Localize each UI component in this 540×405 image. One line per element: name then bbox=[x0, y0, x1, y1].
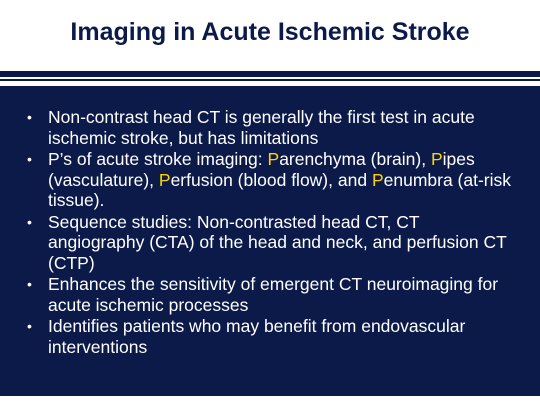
bullet-text-segment: erfusion (blood flow), and bbox=[170, 169, 372, 190]
highlight-letter: P bbox=[158, 169, 171, 190]
bullet-text: Enhances the sensitivity of emergent CT neuroimaging for acute ischemic processes bbox=[48, 274, 499, 315]
bullet-icon: • bbox=[27, 276, 32, 292]
bullet-text-segment: ipes (vasculature), bbox=[48, 149, 475, 190]
bullet-item bbox=[0, 316, 540, 357]
bullet-icon: • bbox=[27, 318, 32, 334]
bullet-item bbox=[0, 149, 540, 211]
title-divider-thin bbox=[0, 79, 540, 81]
bullet-text bbox=[48, 149, 511, 210]
bullet-text-segment: arenchyma (brain), bbox=[279, 149, 431, 169]
bullet-list bbox=[0, 107, 540, 358]
bullet-item bbox=[0, 274, 540, 315]
bullet-text-segment: enumbra (at-risk tissue). bbox=[48, 169, 512, 210]
bullet-text-segment: P’s of acute stroke imaging: bbox=[48, 149, 268, 169]
slide-title: Imaging in Acute Ischemic Stroke bbox=[70, 18, 470, 46]
bullet-icon: • bbox=[27, 151, 32, 167]
highlight-letter: P bbox=[371, 169, 384, 190]
bullet-icon: • bbox=[27, 109, 32, 125]
bullet-text: Identifies patients who may benefit from endovascular interventions bbox=[48, 316, 466, 357]
title-divider-thick bbox=[0, 71, 540, 77]
highlight-letter: P bbox=[267, 149, 280, 169]
bullet-text: Non-contrast head CT is generally the first test in acute ischemic stroke, but has limitations bbox=[48, 107, 475, 148]
bullet-text: Sequence studies: Non-contrasted head CT, CT angiography (CTA) of the head and neck, and perfusion CT (CTP) bbox=[48, 211, 507, 273]
highlight-letter: P bbox=[430, 149, 443, 169]
bullet-icon: • bbox=[27, 213, 32, 230]
bullet-item bbox=[0, 212, 540, 274]
bullet-item bbox=[0, 107, 540, 148]
